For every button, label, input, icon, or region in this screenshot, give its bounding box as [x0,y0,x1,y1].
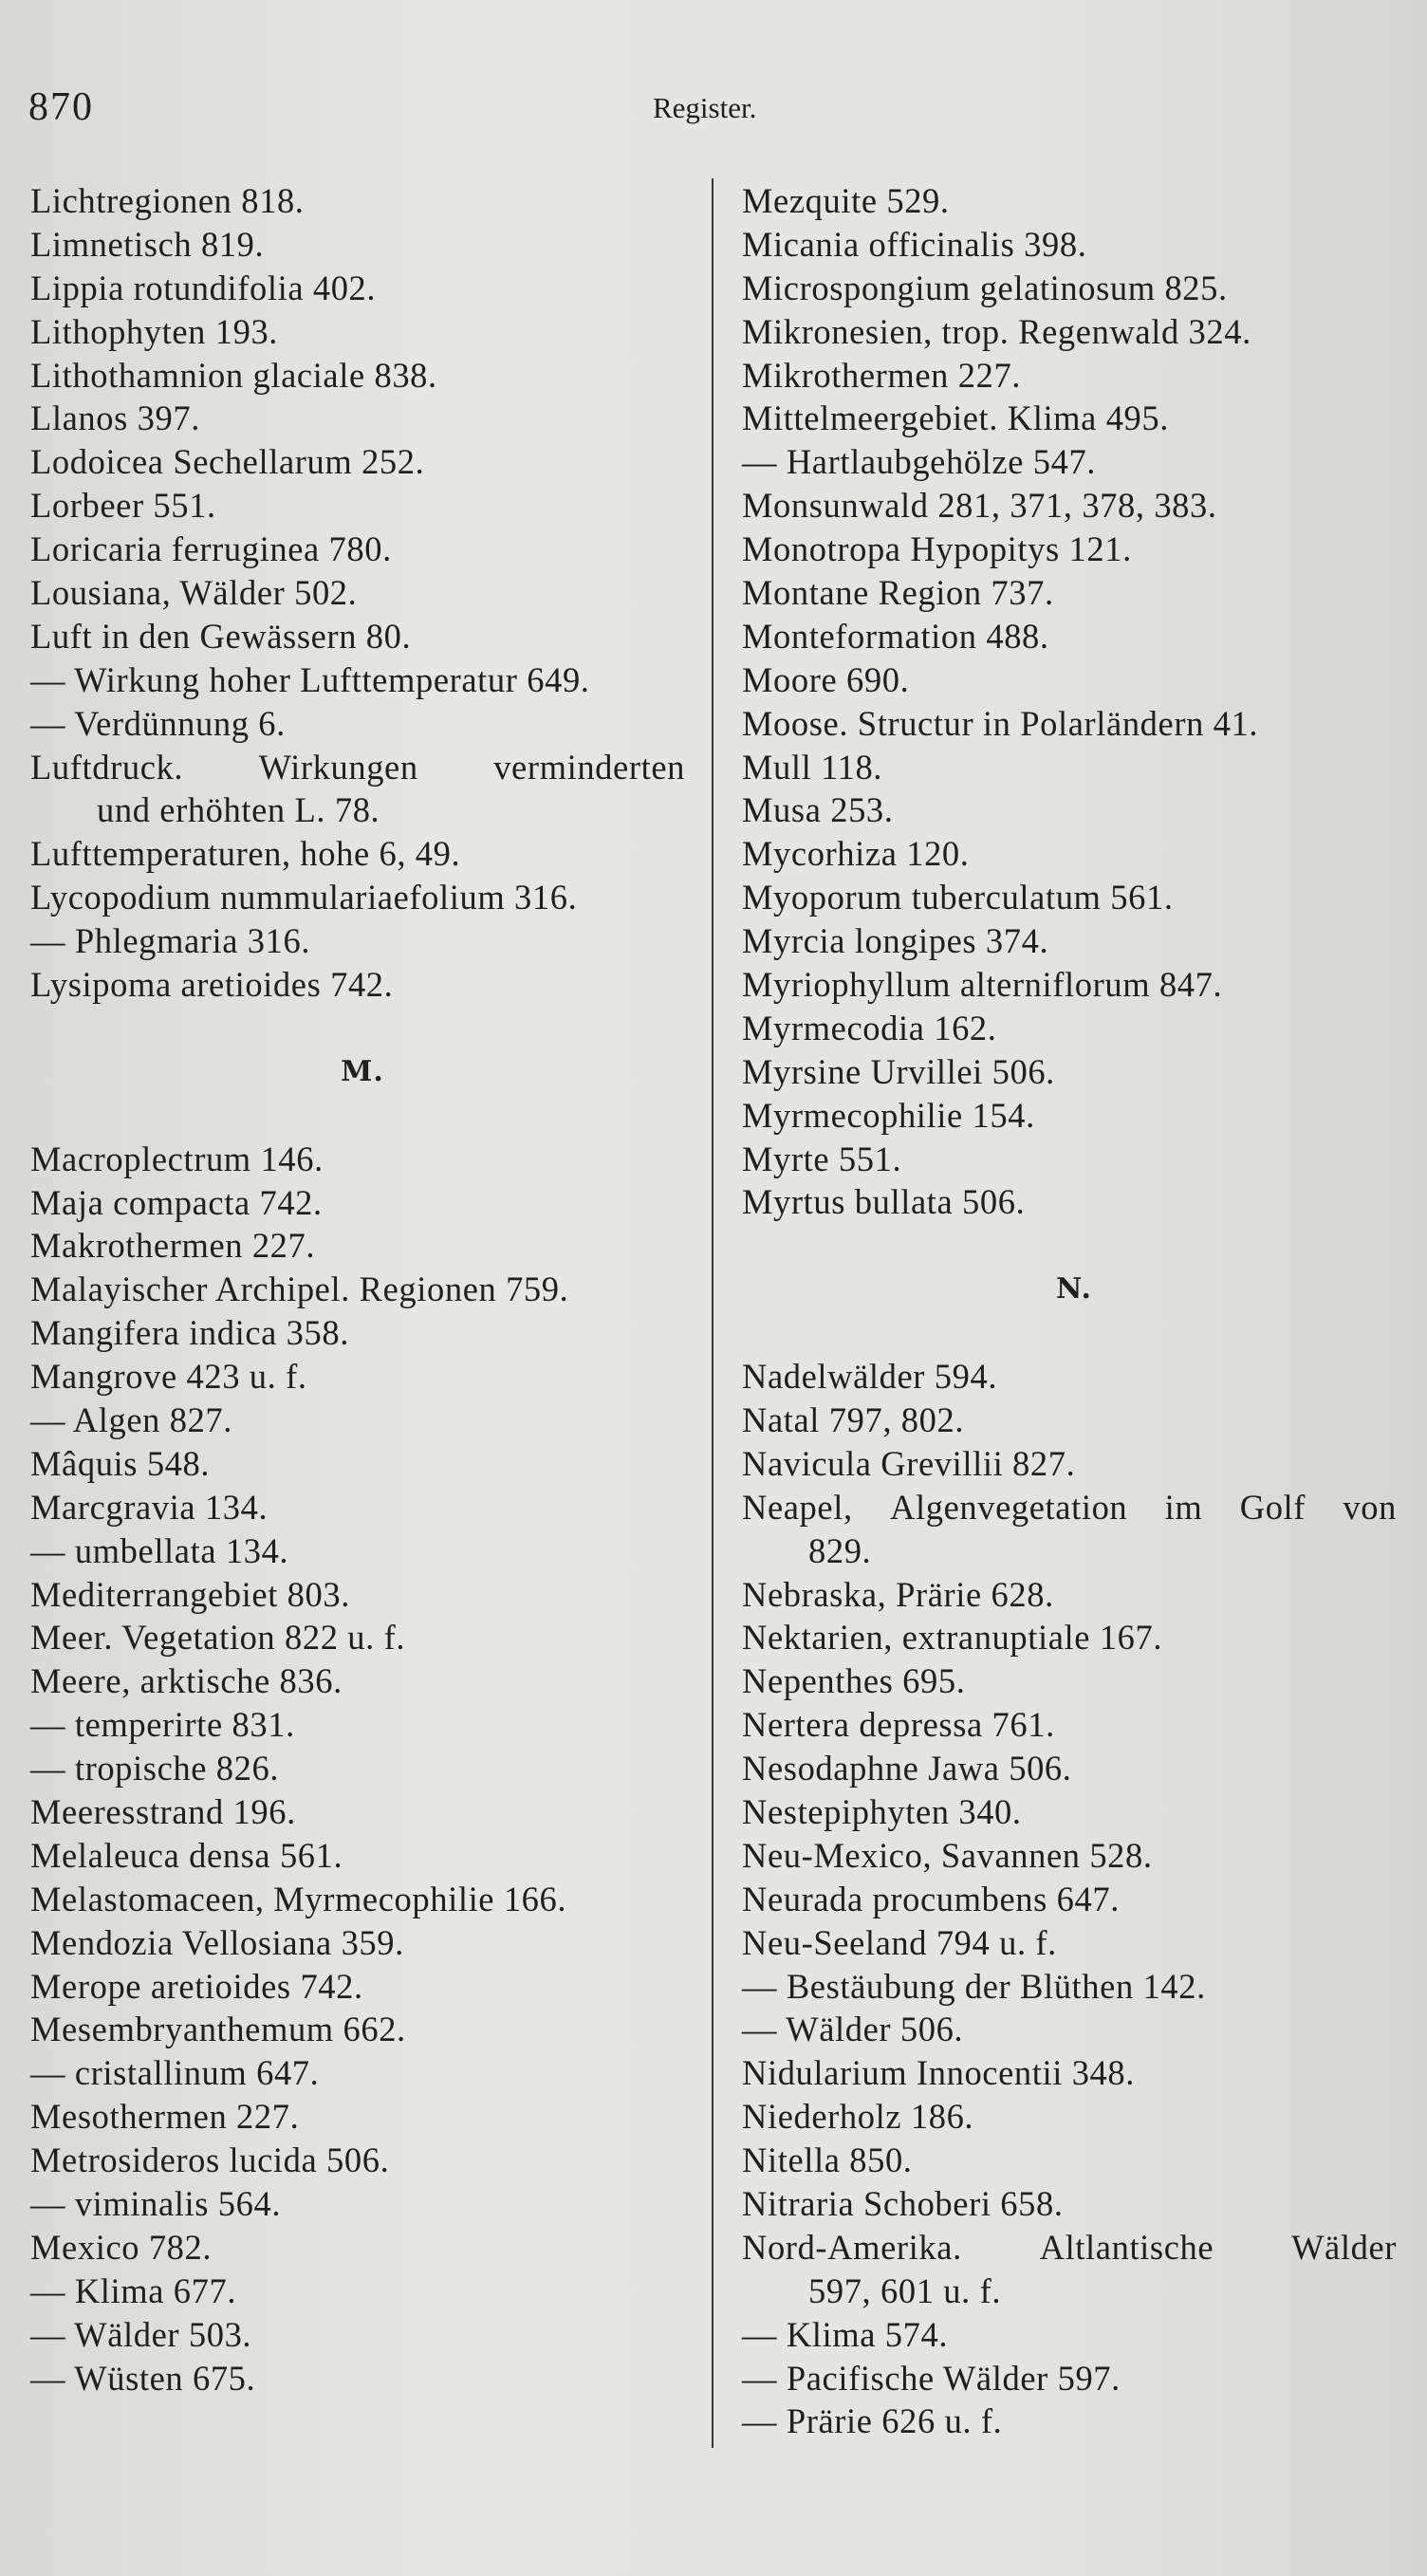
word: im [1164,1487,1203,1527]
index-entry: Mesothermen 227. [30,2097,300,2137]
index-entry: — Verdünnung 6. [30,703,286,743]
running-head: Register. [653,91,757,124]
word: Algenvegetation [890,1487,1128,1527]
index-entry: Mezquite 529. [742,181,950,220]
page-number: 870 [28,85,94,129]
index-entry-continuation: 597, 601 u. f. [808,2270,1002,2310]
index-entry: Melaleuca densa 561. [30,1835,343,1875]
index-entry: Nitella 850. [742,2140,913,2180]
index-entry-continuation: und erhöhten L. 78. [97,790,380,830]
index-entry: Lorbeer 551. [30,486,216,526]
column-divider [712,178,714,2448]
index-entry: — viminalis 564. [30,2183,282,2223]
index-entry: — Wälder 503. [30,2314,252,2354]
index-entry: Mediterrangebiet 803. [30,1574,350,1614]
index-entry: Microspongium gelatinosum 825. [742,268,1228,307]
index-entry: Natal 797, 802. [742,1399,965,1439]
index-entry: — Pacifische Wälder 597. [742,2358,1121,2398]
index-column-right [742,179,1406,2443]
index-entry [30,746,685,789]
index-entry: Meere, arktische 836. [30,1661,343,1701]
index-entry: Mittelmeergebiet. Klima 495. [742,398,1169,438]
index-entry: Lippia rotundifolia 402. [30,268,377,307]
index-entry: — Hartlaubgehölze 547. [742,442,1097,482]
index-entry: — Algen 827. [30,1399,233,1439]
index-entry: Lysipoma aretioides 742. [30,965,394,1005]
index-entry: Mull 118. [742,747,883,787]
index-entry: Moore 690. [742,659,910,699]
index-entry: Mexico 782. [30,2227,213,2267]
index-entry: Mangrove 423 u. f. [30,1357,307,1397]
index-entry: Meer. Vegetation 822 u. f. [30,1618,406,1658]
index-entry: Lithophyten 193. [30,311,279,351]
index-entry: Myrsine Urvillei 506. [742,1051,1055,1091]
index-entry: — Wüsten 675. [30,2358,256,2398]
word: Wälder [1291,2227,1397,2267]
index-entry: Monotropa Hypopitys 121. [742,529,1132,569]
index-entry [742,2226,1397,2270]
index-entry: Myrmecophilie 154. [742,1095,1035,1135]
index-entry: Lodoicea Sechellarum 252. [30,442,425,482]
index-entry: Neu-Mexico, Savannen 528. [742,1835,1153,1875]
index-entry: Mikrothermen 227. [742,355,1022,395]
index-entry: Mâquis 548. [30,1443,211,1483]
index-entry: Montane Region 737. [742,573,1054,613]
index-entry: Nepenthes 695. [742,1661,966,1701]
index-entry: Merope aretioides 742. [30,1966,363,2006]
index-entry: Lousiana, Wälder 502. [30,573,358,613]
word: Nord-Amerika. [742,2227,962,2267]
index-entry [742,1486,1397,1529]
index-entry: Mycorhiza 120. [742,834,970,874]
index-entry: Mangifera indica 358. [30,1313,349,1353]
index-entry: Myoporum tuberculatum 561. [742,878,1174,917]
index-entry: Neurada procumbens 647. [742,1879,1120,1918]
index-entry: Mesembryanthemum 662. [30,2010,406,2049]
index-entry: Makrothermen 227. [30,1226,316,1266]
word: verminderten [493,747,685,787]
index-entry: Nitraria Schoberi 658. [742,2183,1064,2223]
index-entry: Musa 253. [742,790,894,830]
index-entry: Malayischer Archipel. Regionen 759. [30,1269,569,1309]
index-entry-continuation: 829. [808,1530,872,1570]
index-entry: — Klima 574. [742,2314,949,2354]
word: Luftdruck. [30,747,184,787]
index-entry: Myrcia longipes 374. [742,921,1049,961]
index-entry: Marcgravia 134. [30,1487,269,1527]
word: Golf [1239,1487,1307,1527]
word: Altlantische [1039,2227,1214,2267]
index-entry: Myrte 551. [742,1139,902,1178]
index-entry: Llanos 397. [30,398,200,438]
index-entry: Monteformation 488. [742,616,1049,656]
index-entry: Luft in den Gewässern 80. [30,616,412,656]
index-entry: Meeresstrand 196. [30,1791,296,1831]
index-entry: Macroplectrum 146. [30,1139,324,1178]
index-entry: — Wälder 506. [742,2010,964,2049]
index-entry: Myrmecodia 162. [742,1008,997,1047]
index-entry: — umbellata 134. [30,1530,289,1570]
word: von [1343,1487,1397,1527]
index-entry: Limnetisch 819. [30,224,265,264]
index-entry: Niederholz 186. [742,2097,974,2137]
index-entry: — cristallinum 647. [30,2053,320,2093]
index-entry: Moose. Structur in Polarländern 41. [742,703,1259,743]
index-entry: — Prärie 626 u. f. [742,2401,1003,2441]
index-entry: Myriophyllum alterniflorum 847. [742,965,1223,1005]
index-entry: Nidularium Innocentii 348. [742,2053,1135,2093]
index-entry: Micania officinalis 398. [742,224,1087,264]
index-entry: — temperirte 831. [30,1705,295,1745]
index-entry: Loricaria ferruginea 780. [30,529,392,569]
index-entry: — Wirkung hoher Lufttemperatur 649. [30,659,590,699]
index-entry: Mikronesien, trop. Regenwald 324. [742,311,1251,351]
section-letter-heading: N. [1056,1272,1092,1307]
index-entry: Nertera depressa 761. [742,1705,1055,1745]
index-entry: Nebraska, Prärie 628. [742,1574,1054,1614]
index-column-left [30,179,695,2400]
index-entry: Myrtus bullata 506. [742,1182,1026,1222]
index-entry: — Klima 677. [30,2270,237,2310]
index-entry: Metrosideros lucida 506. [30,2140,390,2180]
index-entry: Nektarien, extranuptiale 167. [742,1618,1163,1658]
index-entry: Neu-Seeland 794 u. f. [742,1922,1057,1962]
index-entry: Melastomaceen, Myrmecophilie 166. [30,1879,567,1918]
index-entry: Nadelwälder 594. [742,1357,998,1397]
index-entry: Navicula Grevillii 827. [742,1443,1076,1483]
index-entry: Monsunwald 281, 371, 378, 383. [742,486,1217,526]
word: Wirkungen [258,747,418,787]
word: Neapel, [742,1487,853,1527]
index-entry: Lycopodium nummulariaefolium 316. [30,878,578,917]
index-entry: — Bestäubung der Blüthen 142. [742,1966,1206,2006]
section-letter-heading: M. [341,1054,384,1088]
index-entry: — tropische 826. [30,1749,280,1788]
index-entry: Mendozia Vellosiana 359. [30,1922,404,1962]
index-entry: Lithothamnion glaciale 838. [30,355,437,395]
index-entry: Nesodaphne Jawa 506. [742,1749,1072,1788]
index-entry: Maja compacta 742. [30,1182,323,1222]
index-entry: Nestepiphyten 340. [742,1791,1022,1831]
index-entry: Lufttemperaturen, hohe 6, 49. [30,834,461,874]
index-entry: Lichtregionen 818. [30,181,305,220]
index-entry: — Phlegmaria 316. [30,921,311,961]
